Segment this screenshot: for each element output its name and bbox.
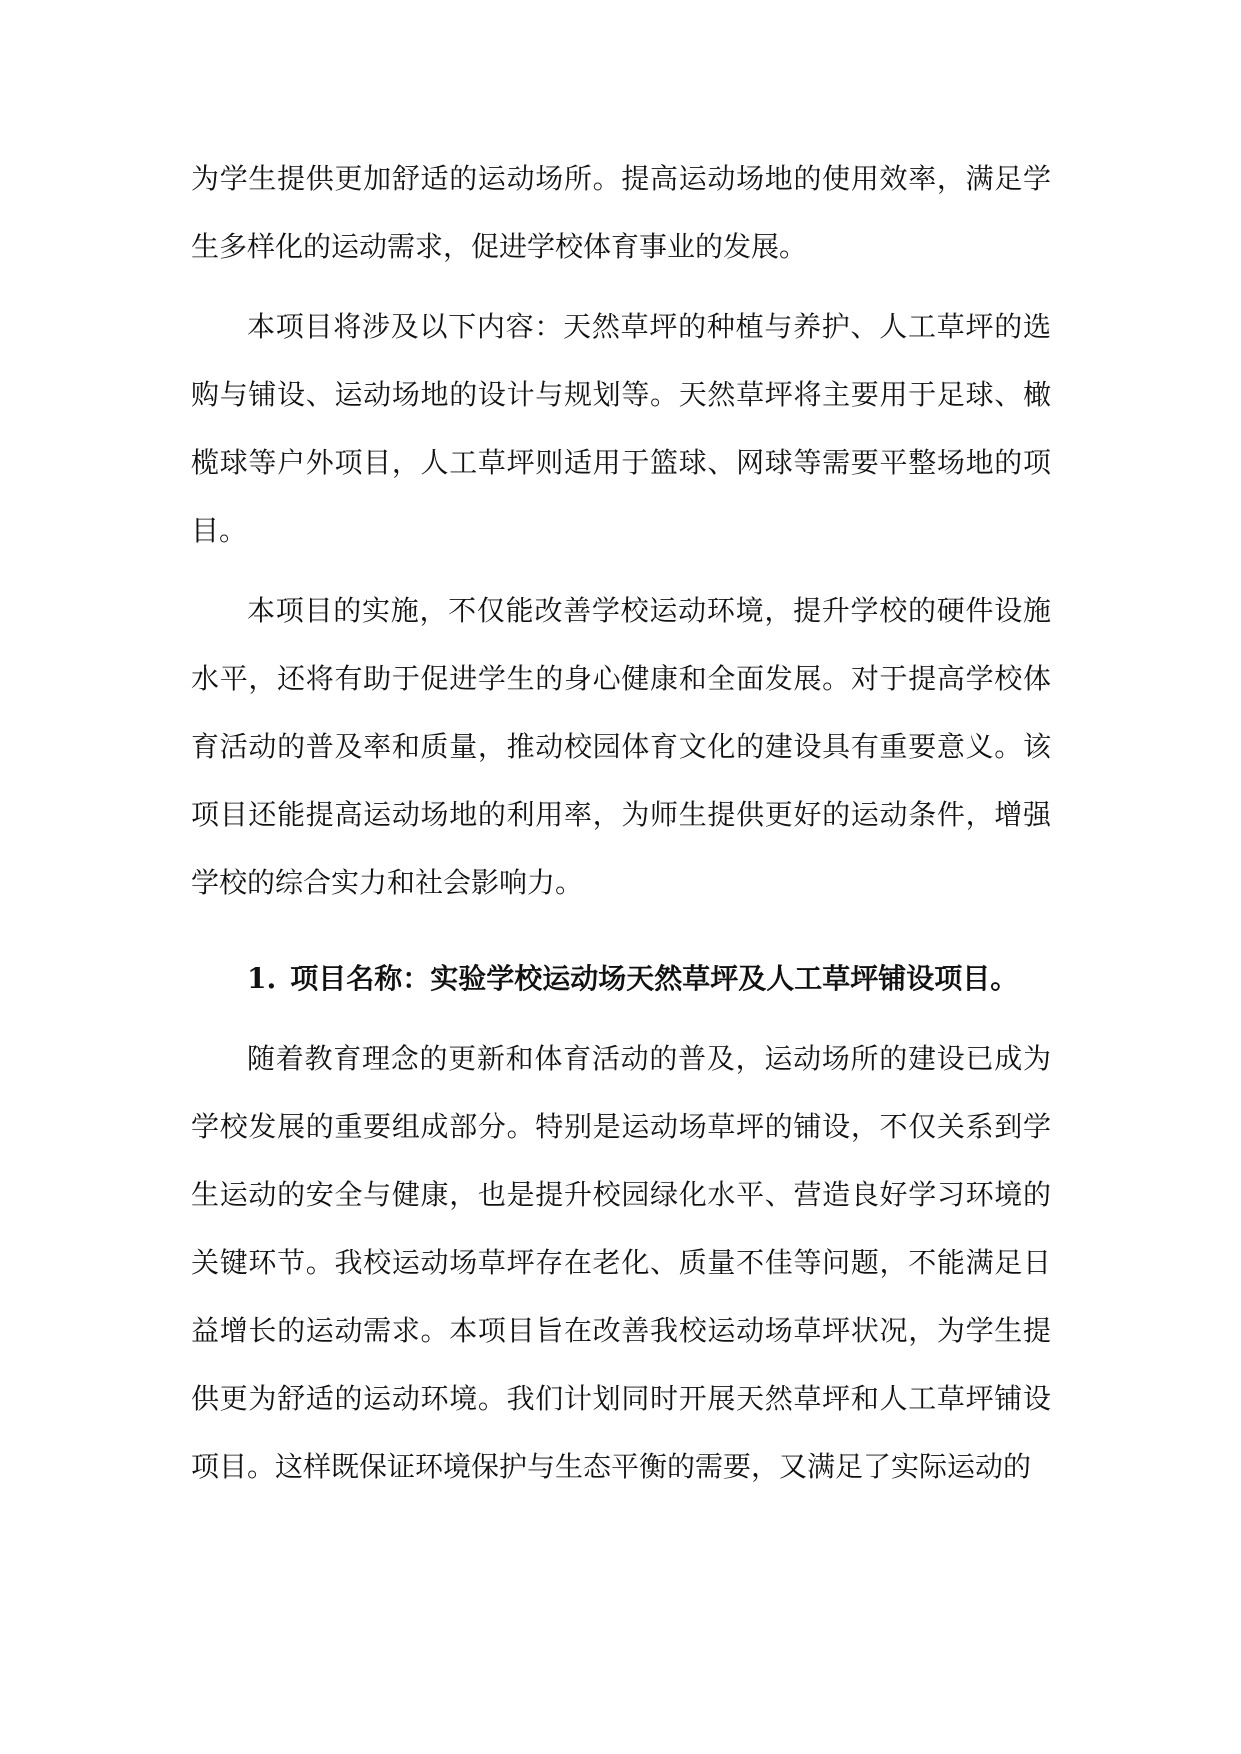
section-gap	[191, 917, 1051, 945]
section-title: 项目名称：实验学校运动场天然草坪及人工草坪铺设项目。	[290, 962, 1019, 995]
paragraph-3: 本项目的实施，不仅能改善学校运动环境，提升学校的硬件设施水平，还将有助于促进学生的身心健康和全面发展。对于提高学校体育活动的普及率和质量，推动校园体育文化的建设具有重要意义。该项目还能提高运动场地的利用率，为师生提供更好的运动条件，增强学校的综合实力和社会影响力。	[191, 594, 1051, 899]
paragraph-gap	[191, 1013, 1051, 1025]
paragraph-1: 为学生提供更加舒适的运动场所。提高运动场地的使用效率，满足学生多样化的运动需求，促进学校体育事业的发展。	[191, 162, 1051, 263]
section-heading	[191, 945, 1051, 1013]
paragraph-gap	[191, 281, 1051, 293]
paragraph-2: 本项目将涉及以下内容：天然草坪的种植与养护、人工草坪的选购与铺设、运动场地的设计与规划等。天然草坪将主要用于足球、橄榄球等户外项目，人工草坪则适用于篮球、网球等需要平整场地的项目。	[191, 310, 1051, 547]
paragraph-4: 随着教育理念的更新和体育活动的普及，运动场所的建设已成为学校发展的重要组成部分。特别是运动场草坪的铺设，不仅关系到学生运动的安全与健康，也是提升校园绿化水平、营造良好学习环境的关键环节。我校运动场草坪存在老化、质量不佳等问题，不能满足日益增长的运动需求。本项目旨在改善我校运动场草坪状况，为学生提供更为舒适的运动环境。我们计划同时开展天然草坪和人工草坪铺设项目。这样既保证环境保护与生态平衡的需要，又满足了实际运动的	[191, 1042, 1051, 1483]
paragraph-gap	[191, 565, 1051, 577]
section-number: 1.	[247, 962, 277, 995]
document-body	[191, 145, 1051, 1501]
